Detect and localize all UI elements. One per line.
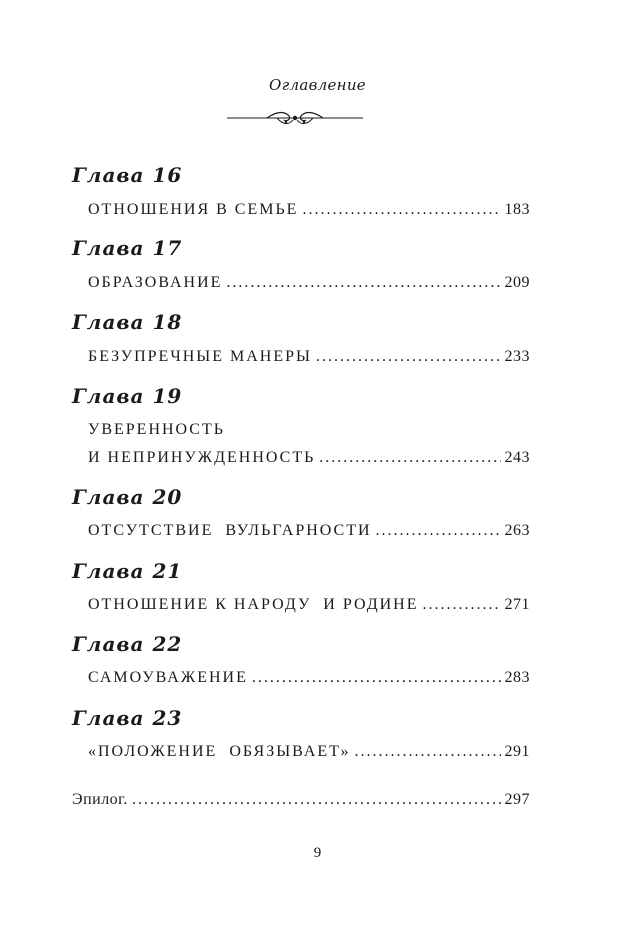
dot-leader [316,346,501,368]
toc-entry-page: 243 [504,449,530,466]
chapter-label: Глава 18 [72,310,183,334]
toc-entry-title: И НЕПРИНУЖДЕННОСТЬ [88,449,316,466]
page-number: 9 [313,845,322,861]
toc-entry-page: 209 [504,274,530,291]
toc-entry-page: 297 [504,791,530,808]
ornament-divider-icon [227,107,363,129]
toc-entry-title: Эпилог. [72,791,128,808]
dot-leader [302,199,500,221]
dot-leader [226,272,500,294]
toc-entry[interactable] [88,741,530,763]
toc-entry-page: 263 [504,522,530,539]
toc-entry-title: БЕЗУПРЕЧНЫЕ МАНЕРЫ [88,348,312,365]
toc-entry-page: 271 [504,596,530,613]
toc-entry-page: 291 [504,743,530,760]
chapter-label: Глава 20 [72,485,183,509]
page-title: Оглавление [269,76,366,94]
toc-entry[interactable] [88,346,530,368]
dot-leader [252,667,501,689]
toc-entry[interactable] [88,447,530,469]
toc-entry[interactable] [88,520,530,542]
toc-entry-title: ОБРАЗОВАНИЕ [88,274,223,291]
toc-entry[interactable] [88,594,530,616]
dot-leader [376,520,501,542]
dot-leader [132,789,501,811]
toc-entry-page: 183 [504,201,530,218]
chapter-label: Глава 23 [72,706,183,730]
toc-entry-title: ОТНОШЕНИЯ В СЕМЬЕ [88,201,299,218]
dot-leader [423,594,501,616]
toc-entry-title: САМОУВАЖЕНИЕ [88,669,248,686]
chapter-label: Глава 19 [72,384,183,408]
toc-entry[interactable] [88,199,530,221]
toc-entry[interactable] [88,272,530,294]
dot-leader [319,447,500,469]
toc-entry-page: 283 [504,669,530,686]
toc-entry-title: ОТНОШЕНИЕ К НАРОДУ И РОДИНЕ [88,596,419,613]
chapter-label: Глава 16 [72,163,183,187]
dot-leader [355,741,501,763]
toc-entry[interactable] [88,667,530,689]
toc-entry-title-line[interactable]: УВЕРЕННОСТЬ [88,421,225,438]
toc-entry-epilogue[interactable] [72,789,530,811]
chapter-label: Глава 22 [72,632,183,656]
chapter-label: Глава 17 [72,236,183,260]
toc-entry-title: ОТСУТСТВИЕ ВУЛЬГАРНОСТИ [88,522,372,539]
chapter-label: Глава 21 [72,559,183,583]
toc-entry-page: 233 [504,348,530,365]
toc-entry-title: «ПОЛОЖЕНИЕ ОБЯЗЫВАЕТ» [88,743,351,760]
